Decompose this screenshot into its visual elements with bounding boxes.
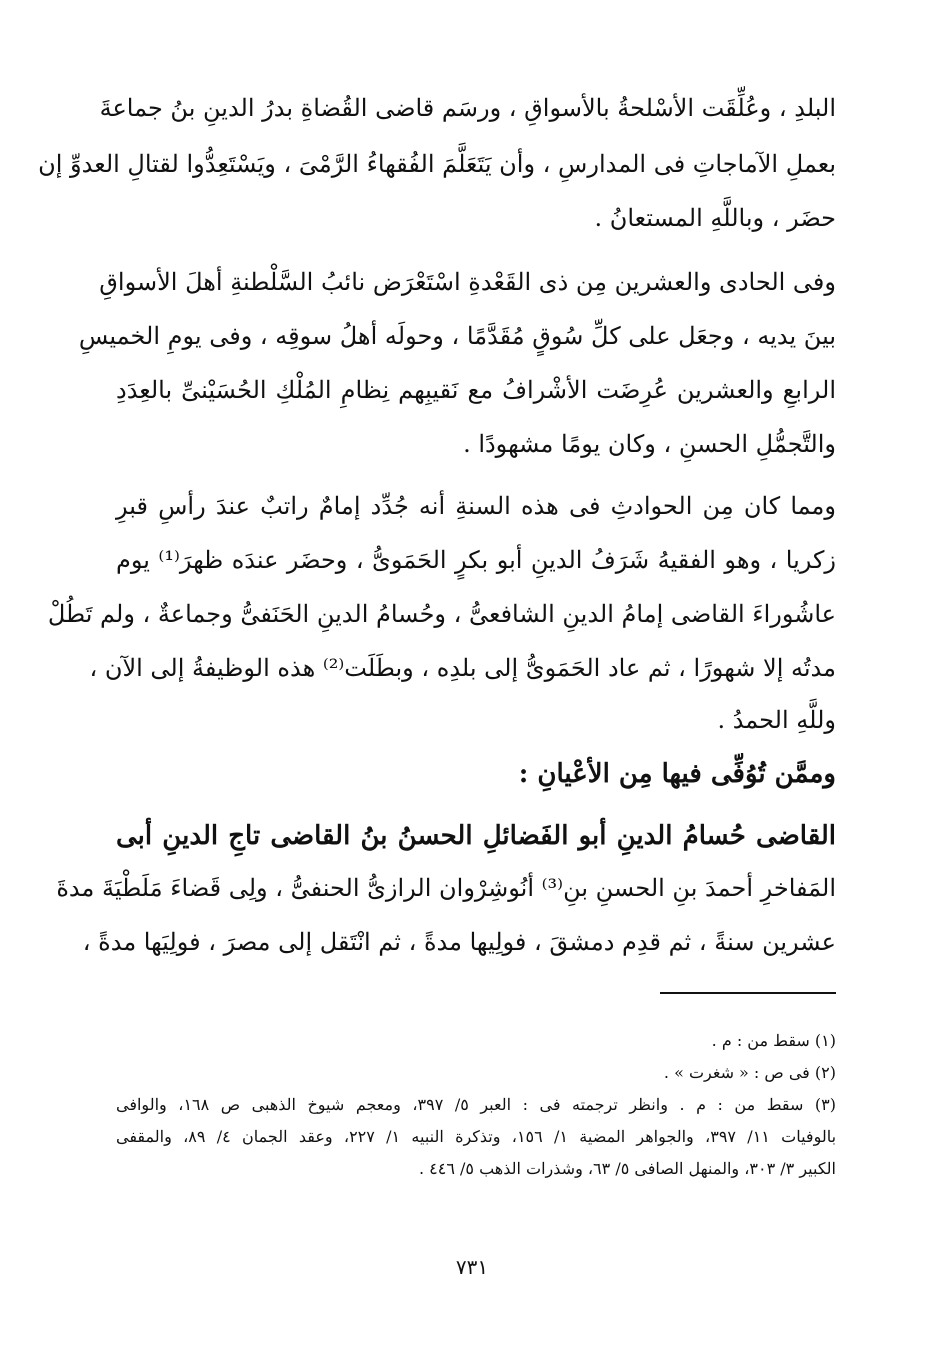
- page-number: ٧٣١: [455, 1255, 489, 1279]
- footnote-line: (١) سقط من : م .: [711, 1031, 836, 1050]
- body-line: زكريا ، وهو الفقيهُ شَرَفُ الدينِ أبو بكرٍ الحَمَوىُّ ، وحضَر عندَه ظهرَ⁽¹⁾ يوم: [116, 546, 837, 574]
- body-line: حضَر ، وباللَّهِ المستعانُ .: [594, 204, 836, 232]
- body-line: بعملِ الآماجاتِ فى المدارسِ ، وأن يَتَعَلَّمَ الفُقهاءُ الرَّمْىَ ، ويَسْتَعِدُّوا لقتالِ العدوِّ إن: [38, 150, 836, 178]
- section-heading: وممَّن تُوُفِّى فيها مِن الأعْيانِ :: [518, 759, 836, 789]
- footnote-line: بالوفيات ١١/ ٣٩٧، والجواهر المضية ١/ ١٥٦، وتذكرة النبيه ١/ ٢٢٧، وعقد الجمان ٤/ ٨٩، والمقفى: [116, 1127, 837, 1146]
- body-line: مدتُه إلا شهورًا ، ثم عاد الحَمَوىُّ إلى بلدِه ، وبطَلَت⁽²⁾ هذه الوظيفةُ إلى الآن ،: [89, 654, 836, 682]
- footnote-line: (٢) فى ص : « شغرت » .: [663, 1063, 836, 1082]
- body-line: وفى الحادى والعشرين مِن ذى القَعْدةِ اسْتَعْرَض نائبُ السَّلْطنةِ أهلَ الأسواقِ: [99, 268, 836, 296]
- body-line: والتَّجمُّلِ الحسنِ ، وكان يومًا مشهودًا .: [463, 430, 836, 458]
- footnote-line: (٣) سقط من : م . وانظر ترجمته فى : العبر ٥/ ٣٩٧، ومعجم شيوخ الذهبى ص ١٦٨، والوافى: [116, 1095, 837, 1114]
- body-line: بينَ يديه ، وجعَل على كلِّ سُوقٍ مُقَدَّمًا ، وحولَه أهلُ سوقِه ، وفى يومِ الخميسِ: [78, 322, 836, 350]
- entry-line: عشرين سنةً ، ثم قدِم دمشقَ ، فولِيها مدةً ، ثم انْتَقل إلى مصرَ ، فولِيَها مدةً ،: [82, 928, 836, 956]
- footnote-divider: [660, 992, 836, 994]
- entry-line: المَفاخرِ أحمدَ بنِ الحسنِ بنِ⁽³⁾ أنُوشِرْوان الرازىُّ الحنفىُّ ، ولِى قَضاءَ مَلَطْيَةَ مدةَ: [56, 874, 836, 902]
- body-line: وللَّهِ الحمدُ .: [717, 706, 836, 734]
- footnote-line: الكبير ٣/ ٣٠٣، والمنهل الصافى ٥/ ٦٣، وشذرات الذهب ٥/ ٤٤٦ .: [418, 1159, 836, 1178]
- entry-line: القاضى حُسامُ الدينِ أبو الفَضائلِ الحسنُ بنُ القاضى تاجِ الدينِ أبى: [116, 821, 836, 851]
- body-line: البلدِ ، وعُلِّقَت الأسْلحةُ بالأسواقِ ، ورسَم قاضى القُضاةِ بدرُ الدينِ بنُ جماعةَ: [99, 94, 836, 122]
- body-line: عاشُوراءَ القاضى إمامُ الدينِ الشافعىُّ ، وحُسامُ الدينِ الحَنَفىُّ وجماعةٌ ، ولم تَطُلْ: [47, 600, 836, 628]
- body-line: ومما كان مِن الحوادثِ فى هذه السنةِ أنه جُدِّد إمامٌ راتبٌ عندَ رأسِ قبرِ: [116, 492, 836, 520]
- body-line: الرابعِ والعشرين عُرِضَت الأشْرافُ مع نَقيبِهم نِظامِ المُلْكِ الحُسَيْنىِّ بالعِدَدِ: [116, 376, 836, 404]
